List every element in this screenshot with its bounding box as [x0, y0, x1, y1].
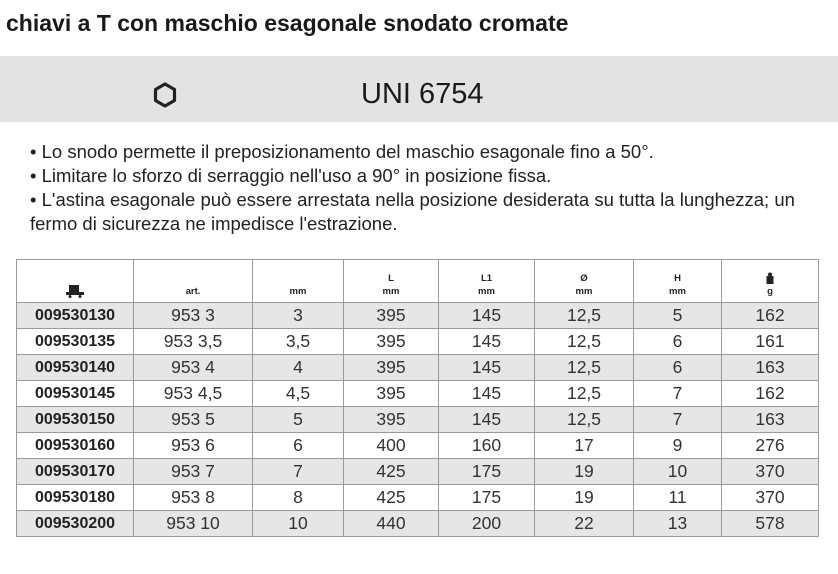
hexagon-socket-icon [152, 82, 178, 108]
table-row [17, 459, 819, 485]
cell-hex-size: 3,5 [253, 329, 344, 355]
table-header-row [17, 260, 819, 303]
cell-length-l1: 145 [439, 381, 535, 407]
cell-article-number: 953 5 [134, 407, 253, 433]
cell-diameter: 12,5 [535, 355, 634, 381]
cell-weight: 578 [722, 511, 819, 537]
cell-length-l1: 160 [439, 433, 535, 459]
cell-article-number: 953 4 [134, 355, 253, 381]
cell-length-l1: 145 [439, 329, 535, 355]
cell-diameter: 22 [535, 511, 634, 537]
header-size: mm [253, 260, 344, 303]
cell-height-h: 11 [634, 485, 722, 511]
cell-item-code: 009530140 [17, 355, 134, 381]
cell-height-h: 10 [634, 459, 722, 485]
cell-diameter: 12,5 [535, 303, 634, 329]
cell-height-h: 6 [634, 329, 722, 355]
feature-item: • Limitare lo sforzo di serraggio nell'uso a 90° in posizione fissa. [30, 165, 552, 186]
table-row [17, 407, 819, 433]
cell-item-code: 009530135 [17, 329, 134, 355]
cell-height-h: 7 [634, 381, 722, 407]
cell-article-number: 953 3,5 [134, 329, 253, 355]
cell-length-l1: 145 [439, 303, 535, 329]
cell-length-l1: 175 [439, 459, 535, 485]
cell-item-code: 009530150 [17, 407, 134, 433]
cell-hex-size: 8 [253, 485, 344, 511]
cell-height-h: 13 [634, 511, 722, 537]
cell-hex-size: 5 [253, 407, 344, 433]
cell-weight: 370 [722, 485, 819, 511]
header-code [17, 260, 134, 303]
cell-weight: 163 [722, 355, 819, 381]
cell-article-number: 953 8 [134, 485, 253, 511]
feature-item: • L'astina esagonale può essere arrestata nella posizione desiderata su tutta la lunghezza; un fermo di sicurezza ne impedisce l'estrazione. [30, 189, 795, 234]
cell-length-l: 440 [344, 511, 439, 537]
cell-hex-size: 7 [253, 459, 344, 485]
cell-hex-size: 4,5 [253, 381, 344, 407]
header-length-l1: L1 mm [439, 260, 535, 303]
cart-icon [65, 284, 85, 298]
table-row [17, 433, 819, 459]
cell-length-l: 425 [344, 459, 439, 485]
cell-article-number: 953 10 [134, 511, 253, 537]
header-article: art. [134, 260, 253, 303]
cell-weight: 161 [722, 329, 819, 355]
cell-diameter: 12,5 [535, 407, 634, 433]
cell-weight: 162 [722, 381, 819, 407]
cell-length-l1: 200 [439, 511, 535, 537]
cell-diameter: 19 [535, 485, 634, 511]
cell-article-number: 953 4,5 [134, 381, 253, 407]
cell-height-h: 6 [634, 355, 722, 381]
cell-hex-size: 10 [253, 511, 344, 537]
cell-item-code: 009530130 [17, 303, 134, 329]
cell-weight: 162 [722, 303, 819, 329]
cell-length-l1: 145 [439, 407, 535, 433]
cell-item-code: 009530160 [17, 433, 134, 459]
cell-weight: 276 [722, 433, 819, 459]
cell-diameter: 12,5 [535, 329, 634, 355]
cell-diameter: 17 [535, 433, 634, 459]
cell-article-number: 953 3 [134, 303, 253, 329]
cell-length-l: 395 [344, 381, 439, 407]
cell-hex-size: 3 [253, 303, 344, 329]
table-row [17, 355, 819, 381]
cell-length-l: 425 [344, 485, 439, 511]
cell-item-code: 009530145 [17, 381, 134, 407]
header-height: H mm [634, 260, 722, 303]
cell-length-l1: 175 [439, 485, 535, 511]
cell-length-l: 395 [344, 355, 439, 381]
cell-length-l: 395 [344, 329, 439, 355]
feature-item: • Lo snodo permette il preposizionamento del maschio esagonale fino a 50°. [30, 141, 654, 162]
weight-icon [765, 272, 775, 284]
cell-height-h: 9 [634, 433, 722, 459]
page-title: chiavi a T con maschio esagonale snodato cromate [6, 10, 569, 36]
table-row [17, 381, 819, 407]
feature-list [30, 140, 820, 236]
cell-item-code: 009530170 [17, 459, 134, 485]
standard-label: UNI 6754 [361, 78, 484, 110]
cell-diameter: 19 [535, 459, 634, 485]
cell-item-code: 009530180 [17, 485, 134, 511]
cell-article-number: 953 7 [134, 459, 253, 485]
table-row [17, 303, 819, 329]
cell-weight: 370 [722, 459, 819, 485]
cell-diameter: 12,5 [535, 381, 634, 407]
spec-table [16, 259, 819, 537]
header-diameter: Ø mm [535, 260, 634, 303]
header-weight: g [722, 260, 819, 303]
cell-item-code: 009530200 [17, 511, 134, 537]
table-row [17, 485, 819, 511]
cell-height-h: 5 [634, 303, 722, 329]
table-row [17, 511, 819, 537]
cell-weight: 163 [722, 407, 819, 433]
cell-hex-size: 4 [253, 355, 344, 381]
cell-length-l1: 145 [439, 355, 535, 381]
cell-length-l: 395 [344, 407, 439, 433]
cell-article-number: 953 6 [134, 433, 253, 459]
cell-height-h: 7 [634, 407, 722, 433]
header-length: L mm [344, 260, 439, 303]
cell-hex-size: 6 [253, 433, 344, 459]
table-row [17, 329, 819, 355]
cell-length-l: 395 [344, 303, 439, 329]
cell-length-l: 400 [344, 433, 439, 459]
